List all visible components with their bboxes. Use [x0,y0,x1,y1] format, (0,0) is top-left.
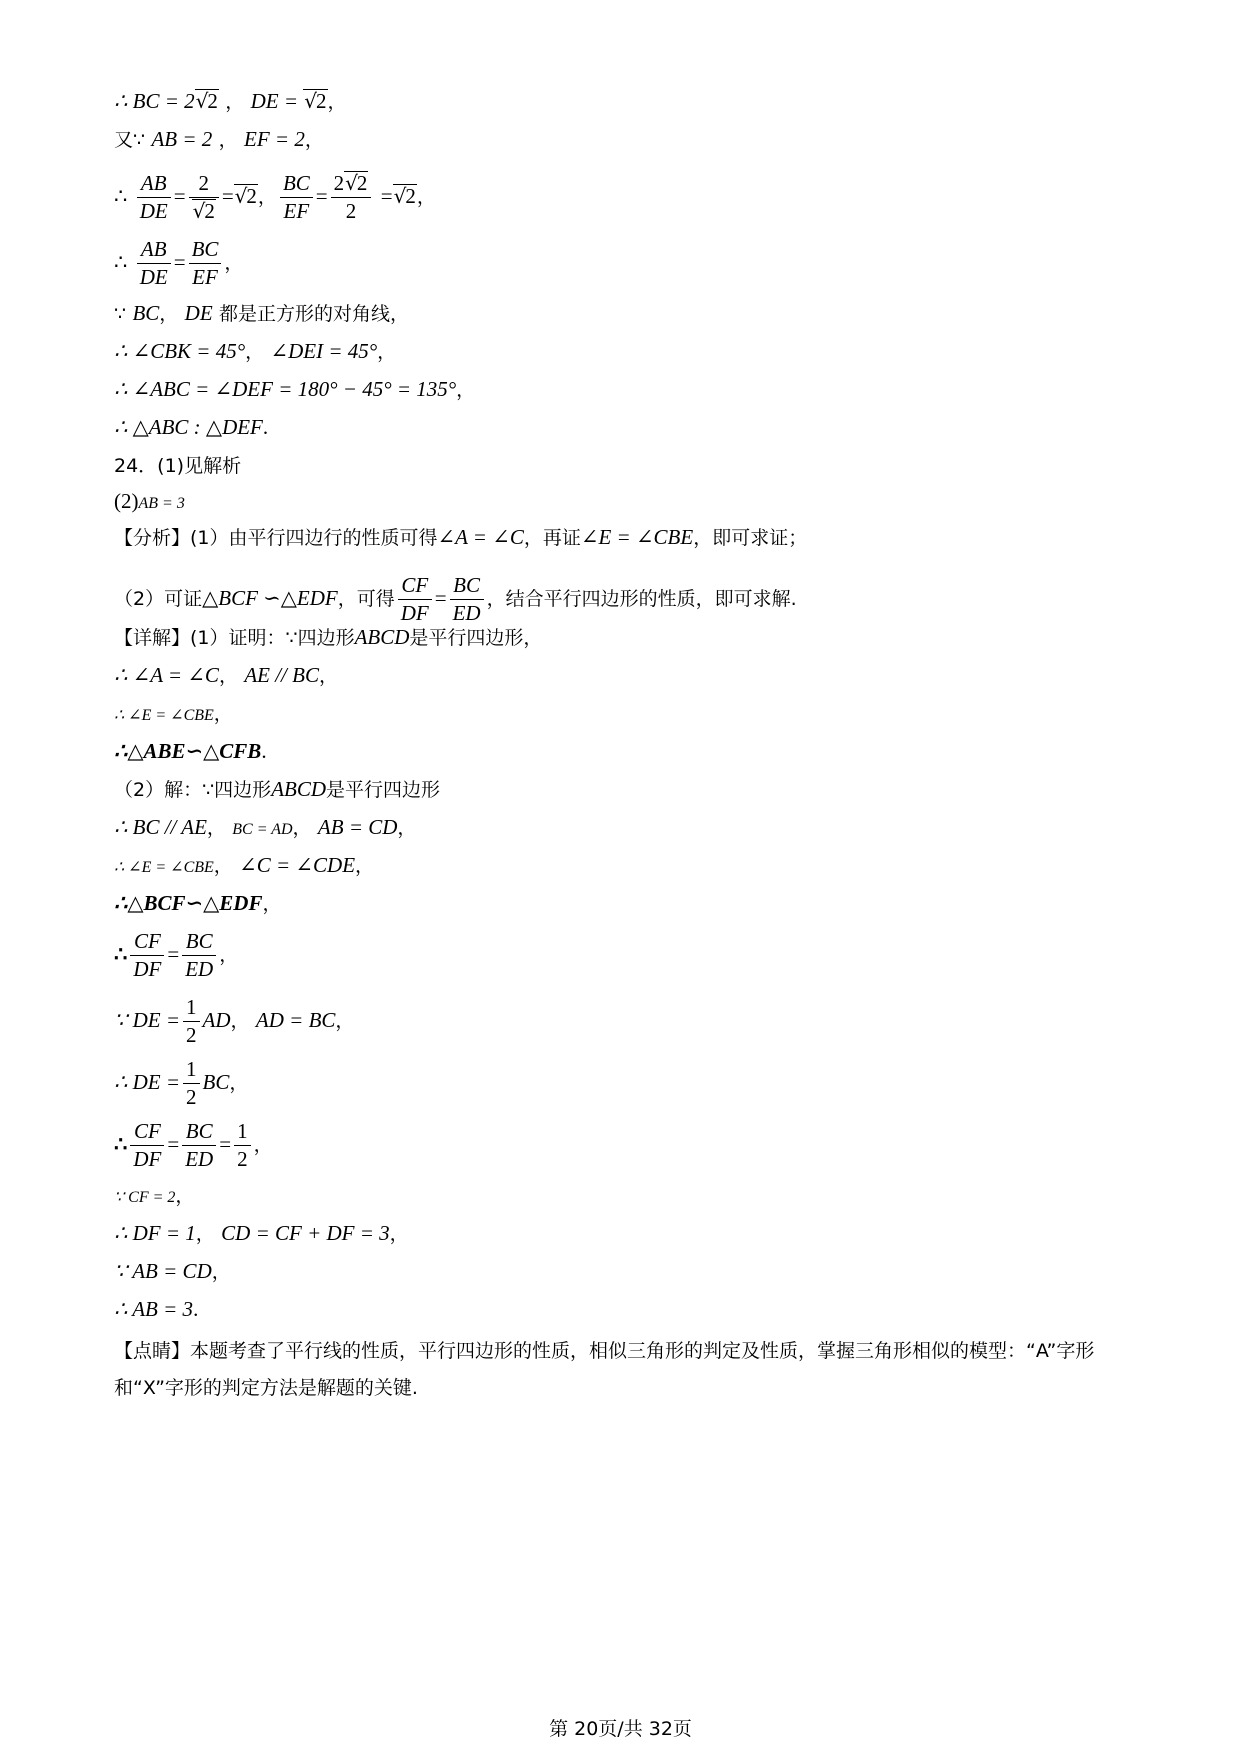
detail-line-4: ∴△ABE∽△CFB. [114,739,267,763]
fraction: $\frac{2}{√2}$ [189,170,219,225]
detail-line-10: ∵ DE = $\frac{1}{2}$ AD， AD = BC， [114,995,355,1047]
fraction: $\frac{AB}{DE}$ [137,170,171,225]
line-bc-de-values: ∴ BC = 2√2 ， DE = √2， [114,89,347,113]
line-ab-ef-values: 又∵ AB = 2 ， EF = 2， [114,127,324,151]
fraction: $\frac{BC}{EF}$ [280,170,313,225]
analysis-line-1: 【分析】(1）由平行四边行的性质可得∠A = ∠C，再证∠E = ∠CBE，即可求证； [114,525,808,549]
line-diagonals: ∵ BC， DE 都是正方形的对角线， [114,301,410,325]
fraction: $\frac{AB}{DE}$ [137,236,171,291]
question-24-part2: (2)AB = 3 [114,489,185,513]
detail-line-2: ∴ ∠A = ∠C， AE // BC， [114,663,338,687]
detail-line-15: ∵ AB = CD， [114,1259,231,1283]
detail-line-7: ∴ ∠E = ∠CBE， ∠C = ∠CDE， [114,853,375,877]
fraction: $\frac{2√2}{2}$ [331,170,372,225]
line-ratio-computation: ∴ $\frac{AB}{DE}$ = $\frac{2}{√2}$ =√2， $\frac{BC}{EF}$ = $\frac{2√2}{2}$ =√2， [114,171,436,223]
fraction: $\frac{BC}{EF}$ [189,236,222,291]
detail-line-3: ∴ ∠E = ∠CBE， [114,703,233,725]
fraction: $\frac{1}{2}$ [234,1118,251,1173]
line-ratio-equal: ∴ $\frac{AB}{DE}$ = $\frac{BC}{EF}$ ， [114,237,244,289]
fraction: $\frac{1}{2}$ [183,1056,200,1111]
comment-paragraph: 【点睛】本题考查了平行线的性质，平行四边形的性质，相似三角形的判定及性质，掌握三角形相似的模型：“A”字形和“X”字形的判定方法是解题的关键. [114,1340,1095,1399]
detail-line-6: ∴ BC // AE， BC = AD， AB = CD， [114,815,417,839]
detail-line-14: ∴ DF = 1， CD = CF + DF = 3， [114,1221,409,1245]
detail-line-12: ∴ $\frac{CF}{DF}$ = $\frac{BC}{ED}$ = $\frac{1}{2}$ ， [114,1119,273,1171]
detail-line-11: ∴ DE = $\frac{1}{2}$ BC， [114,1057,249,1109]
detail-line-5: （2）解：∵四边形ABCD是平行四边形 [114,777,441,801]
fraction: $\frac{CF}{DF}$ [130,1118,164,1173]
fraction: $\frac{CF}{DF}$ [130,928,164,983]
page-footer: 第 20页/共 32页 [549,1718,692,1740]
detail-line-13: ∵ CF = 2， [114,1185,195,1207]
fraction: $\frac{BC}{ED}$ [182,1118,216,1173]
detail-line-9: ∴ $\frac{CF}{DF}$ = $\frac{BC}{ED}$ ， [114,929,239,981]
fraction: $\frac{BC}{ED}$ [450,572,484,627]
line-similar-conclusion: ∴ △ABC : △DEF. [114,415,269,439]
fraction: $\frac{BC}{ED}$ [182,928,216,983]
detail-line-16: ∴ AB = 3. [114,1297,199,1321]
detail-line-8: ∴△BCF∽△EDF， [114,891,282,915]
analysis-line-2: （2）可证△BCF ∽△EDF，可得 $\frac{CF}{DF}$ = $\frac{BC}{ED}$ ，结合平行四边形的性质，即可求解. [114,573,797,625]
fraction: $\frac{CF}{DF}$ [398,572,432,627]
detail-line-1: 【详解】(1）证明：∵四边形ABCD是平行四边形， [114,625,543,649]
line-angles-45: ∴ ∠CBK = 45°， ∠DEI = 45°， [114,339,397,363]
line-angles-135: ∴ ∠ABC = ∠DEF = 180° − 45° = 135°， [114,377,476,401]
fraction: $\frac{1}{2}$ [183,994,200,1049]
question-24-part1: 24．(1)见解析 [114,455,242,477]
